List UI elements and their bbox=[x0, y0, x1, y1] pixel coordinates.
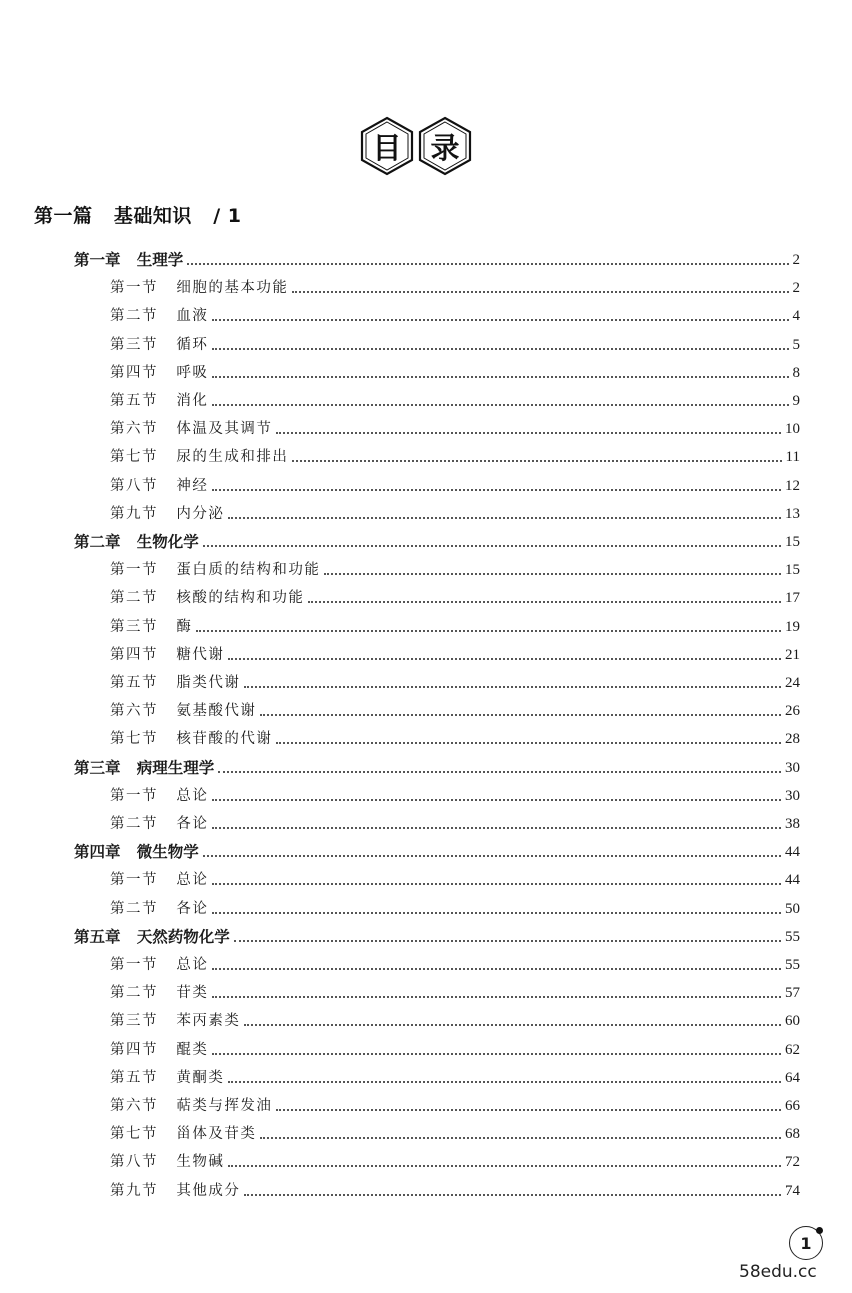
toc-section-row bbox=[110, 669, 800, 693]
dot-leader bbox=[187, 263, 788, 265]
toc-page-number: 57 bbox=[785, 985, 800, 1002]
toc-entry-title: 第三节 酶 bbox=[110, 618, 193, 635]
toc-page-number: 15 bbox=[785, 534, 800, 550]
dot-leader bbox=[212, 912, 781, 914]
toc-section-row bbox=[110, 1148, 800, 1172]
toc-page-number: 72 bbox=[785, 1154, 800, 1171]
toc-chapter-row bbox=[74, 923, 800, 947]
toc-page-number: 60 bbox=[785, 1013, 800, 1030]
toc-page-number: 30 bbox=[785, 787, 800, 804]
part-title: 第一篇 基础知识 / 1 bbox=[34, 205, 242, 227]
toc-section-row bbox=[110, 1177, 800, 1201]
toc-page-number: 4 bbox=[792, 308, 800, 325]
toc-section-row bbox=[110, 472, 800, 496]
toc-page-number: 62 bbox=[785, 1041, 800, 1058]
toc-entry-title: 第七节 核苷酸的代谢 bbox=[110, 731, 273, 748]
dot-leader bbox=[212, 404, 788, 406]
toc-page-number: 28 bbox=[785, 731, 800, 748]
dot-leader bbox=[212, 1053, 781, 1055]
title-char: 录 bbox=[430, 130, 460, 165]
dot-leader bbox=[228, 658, 781, 660]
toc-entry-title: 第五节 黄酮类 bbox=[110, 1069, 225, 1086]
toc-page-number: 55 bbox=[785, 957, 800, 973]
dot-leader bbox=[228, 1165, 781, 1167]
toc-entry-title: 第二节 血液 bbox=[110, 308, 209, 325]
dot-leader bbox=[212, 827, 781, 829]
toc-page-number: 55 bbox=[785, 928, 800, 945]
toc-entry-title: 第二节 各论 bbox=[110, 900, 209, 917]
toc-section-row bbox=[110, 1064, 800, 1088]
toc-page-number: 19 bbox=[785, 618, 800, 635]
toc-entry-title: 第一节 总论 bbox=[110, 787, 209, 804]
toc-page-number: 26 bbox=[785, 703, 800, 720]
toc-page-number: 17 bbox=[785, 590, 800, 607]
toc-entry-title: 第五节 脂类代谢 bbox=[110, 675, 241, 691]
toc-section-row bbox=[110, 725, 800, 749]
toc-section-row bbox=[110, 697, 800, 721]
toc-entry-title: 第九节 内分泌 bbox=[110, 505, 225, 522]
toc-chapter-row bbox=[74, 838, 800, 862]
toc-entry-title: 第七节 甾体及苷类 bbox=[110, 1126, 257, 1143]
toc-entry-title: 第三节 循环 bbox=[110, 336, 209, 353]
toc-section-row bbox=[110, 274, 800, 298]
toc-section-row bbox=[110, 1092, 800, 1116]
toc-entry-title: 第二节 苷类 bbox=[110, 985, 209, 1002]
toc-page-number: 2 bbox=[792, 252, 800, 268]
toc-entry-title: 第一节 总论 bbox=[110, 872, 209, 889]
toc-page-number: 68 bbox=[785, 1126, 800, 1143]
toc-section-row bbox=[110, 979, 800, 1003]
toc-chapter-row bbox=[74, 528, 800, 552]
toc-section-row bbox=[110, 556, 800, 580]
toc-page-number: 44 bbox=[785, 872, 800, 889]
toc-entry-title: 第五章 天然药物化学 bbox=[74, 927, 230, 946]
dot-leader bbox=[276, 432, 781, 434]
toc-section-row bbox=[110, 387, 800, 411]
dot-leader bbox=[276, 742, 781, 744]
toc-section-row bbox=[110, 302, 800, 326]
toc-section-row bbox=[110, 951, 800, 975]
toc-entry-title: 第六节 体温及其调节 bbox=[110, 421, 273, 438]
toc-section-row bbox=[110, 641, 800, 665]
dot-leader bbox=[324, 573, 781, 575]
dot-leader bbox=[203, 855, 781, 857]
dot-leader bbox=[212, 996, 781, 998]
dot-leader bbox=[234, 940, 781, 942]
dot-leader bbox=[212, 799, 781, 801]
dot-leader bbox=[203, 545, 781, 547]
toc-page-number: 5 bbox=[792, 336, 800, 353]
toc-page-number: 66 bbox=[785, 1098, 800, 1114]
toc-section-row bbox=[110, 415, 800, 439]
title-char: 目 bbox=[372, 130, 402, 165]
page-number-dot bbox=[816, 1227, 823, 1234]
toc-page-number: 8 bbox=[792, 364, 800, 381]
toc-section-row bbox=[110, 500, 800, 524]
dot-leader bbox=[292, 460, 781, 462]
toc-section-row bbox=[110, 782, 800, 806]
toc-entry-title: 第六节 萜类与挥发油 bbox=[110, 1098, 273, 1114]
dot-leader bbox=[260, 714, 781, 716]
dot-leader bbox=[308, 601, 781, 603]
toc-section-row bbox=[110, 1007, 800, 1031]
toc-entry-title: 第一节 总论 bbox=[110, 957, 209, 973]
toc-section-row bbox=[110, 443, 800, 467]
toc-page-number: 44 bbox=[785, 844, 800, 861]
toc-page-number: 13 bbox=[785, 505, 800, 522]
dot-leader bbox=[212, 319, 788, 321]
toc-entry-title: 第四节 糖代谢 bbox=[110, 646, 225, 663]
toc-section-row bbox=[110, 331, 800, 355]
dot-leader bbox=[228, 517, 781, 519]
dot-leader bbox=[244, 686, 781, 688]
toc-entry-title: 第八节 生物碱 bbox=[110, 1154, 225, 1171]
toc-chapter-row bbox=[74, 246, 800, 270]
toc-section-row bbox=[110, 810, 800, 834]
toc-entry-title: 第一节 细胞的基本功能 bbox=[110, 280, 289, 297]
toc-entry-title: 第八节 神经 bbox=[110, 477, 209, 494]
toc-section-row bbox=[110, 359, 800, 383]
toc-page-number: 50 bbox=[785, 900, 800, 917]
dot-leader bbox=[196, 630, 781, 632]
dot-leader bbox=[292, 291, 788, 293]
toc-entry-title: 第七节 尿的生成和排出 bbox=[110, 449, 289, 466]
toc-section-row bbox=[110, 584, 800, 608]
toc-entry-title: 第一节 蛋白质的结构和功能 bbox=[110, 562, 321, 579]
dot-leader bbox=[212, 348, 788, 350]
toc-page-number: 11 bbox=[785, 449, 800, 466]
toc-page-number: 38 bbox=[785, 816, 800, 832]
toc-page-number: 30 bbox=[785, 759, 800, 776]
toc-entry-title: 第二节 各论 bbox=[110, 816, 209, 832]
toc-page-number: 64 bbox=[785, 1069, 800, 1086]
toc-entry-title: 第四节 呼吸 bbox=[110, 364, 209, 381]
toc-page-number: 74 bbox=[785, 1182, 800, 1199]
dot-leader bbox=[218, 771, 781, 773]
toc-entry-title: 第二章 生物化学 bbox=[74, 533, 199, 551]
page-number: 1 bbox=[789, 1226, 823, 1260]
toc-entry-title: 第六节 氨基酸代谢 bbox=[110, 703, 257, 720]
toc-chapter-row bbox=[74, 754, 800, 778]
toc-section-row bbox=[110, 613, 800, 637]
toc-page-number: 10 bbox=[785, 421, 800, 438]
toc-entry-title: 第四节 醌类 bbox=[110, 1041, 209, 1058]
dot-leader bbox=[212, 376, 788, 378]
dot-leader bbox=[244, 1024, 781, 1026]
dot-leader bbox=[276, 1109, 781, 1111]
dot-leader bbox=[212, 489, 781, 491]
toc-entry-title: 第二节 核酸的结构和功能 bbox=[110, 590, 305, 607]
dot-leader bbox=[260, 1137, 781, 1139]
toc-page-number: 15 bbox=[785, 562, 800, 579]
toc-entry-title: 第五节 消化 bbox=[110, 393, 209, 409]
toc-page-number: 9 bbox=[792, 393, 800, 409]
toc-entry-title: 第四章 微生物学 bbox=[74, 843, 199, 862]
dot-leader bbox=[212, 968, 781, 970]
toc-section-row bbox=[110, 1036, 800, 1060]
toc-entry-title: 第一章 生理学 bbox=[74, 251, 184, 269]
watermark: 58edu.cc bbox=[739, 1262, 817, 1282]
toc-entry-title: 第三节 苯丙素类 bbox=[110, 1013, 241, 1030]
dot-leader bbox=[228, 1081, 781, 1083]
toc-entry-title: 第三章 病理生理学 bbox=[74, 758, 215, 777]
dot-leader bbox=[212, 883, 781, 885]
toc-page-number: 21 bbox=[785, 646, 800, 663]
toc-page-number: 24 bbox=[785, 675, 800, 691]
toc-section-row bbox=[110, 1120, 800, 1144]
toc-entry-title: 第九节 其他成分 bbox=[110, 1182, 241, 1199]
toc-section-row bbox=[110, 866, 800, 890]
toc-page-number: 2 bbox=[792, 280, 800, 297]
dot-leader bbox=[244, 1194, 781, 1196]
toc-page-number: 12 bbox=[785, 477, 800, 494]
toc-section-row bbox=[110, 895, 800, 919]
